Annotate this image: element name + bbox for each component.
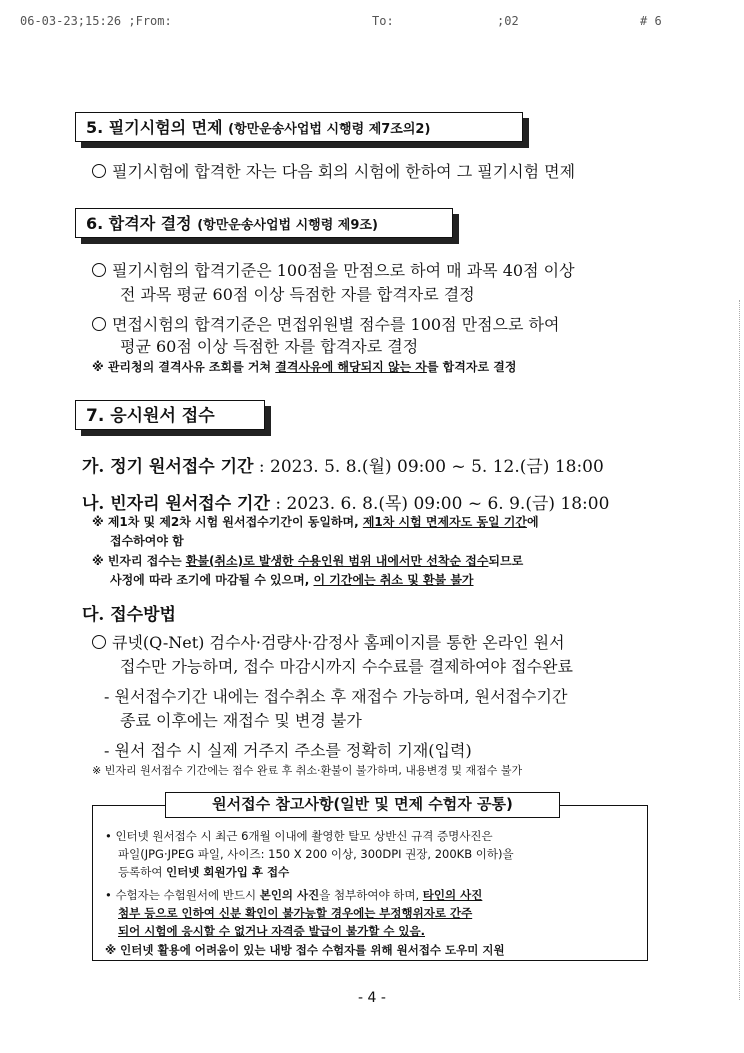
fax-page-code: ;02	[497, 14, 519, 28]
section7-note1-line2: 접수하여야 함	[110, 534, 184, 548]
vacancy-period-label: 나. 빈자리 원서접수 기간	[82, 494, 270, 514]
ref-bullet2-line2: 첨부 등으로 인하여 신분 확인이 불가능할 경우에는 부정행위자로 간주	[118, 906, 473, 920]
circle-bullet-icon	[92, 635, 106, 649]
section6-subtitle: (항만운송사업법 시행령 제9조)	[197, 218, 378, 233]
method-line1: 큐넷(Q-Net) 검수사·검량사·감정사 홈페이지를 통한 온라인 원서	[92, 630, 565, 653]
ref-bullet2-line3: 되어 시험에 응시할 수 없거나 자격증 발급이 불가할 수 있음.	[118, 924, 426, 938]
method-dash2: - 원서 접수 시 실제 거주지 주소를 정확히 기재(입력)	[104, 741, 472, 760]
section6-heading	[75, 208, 453, 238]
reference-box-title: 원서접수 참고사항(일반 및 면제 수험자 공통)	[165, 792, 560, 818]
fax-datetime: 06-03-23;15:26 ;From:	[20, 14, 172, 28]
regular-period-value: : 2023. 5. 8.(월) 09:00 ~ 5. 12.(금) 18:00	[258, 457, 604, 477]
regular-period	[82, 452, 604, 477]
section6-item1-line1: 필기시험의 합격기준은 100점을 만점으로 하여 매 과목 40점 이상	[92, 258, 575, 281]
method-dash1-line2: 종료 이후에는 재접수 및 변경 불가	[120, 711, 362, 730]
circle-bullet-icon	[92, 263, 106, 277]
section5-subtitle: (항만운송사업법 시행령 제7조의2)	[228, 122, 431, 137]
section6-item2-line1: 면접시험의 합격기준은 면접위원별 점수를 100점 만점으로 하여	[92, 312, 559, 335]
method-dash1-line1: - 원서접수기간 내에는 접수취소 후 재접수 가능하며, 원서접수기간	[104, 687, 568, 706]
circle-bullet-icon	[92, 317, 106, 331]
fax-to: To:	[372, 14, 394, 28]
section7-note2: ※ 빈자리 접수는 환불(취소)로 발생한 수용인원 범위 내에서만 선착순 접수되므로	[92, 554, 524, 568]
section7-note2-line2: 사정에 따라 조기에 마감될 수 있으며, 이 기간에는 취소 및 환불 불가	[110, 573, 474, 587]
section5-title: 5. 필기시험의 면제	[86, 118, 223, 137]
ref-bullet1-line1: • 인터넷 원서접수 시 최근 6개월 이내에 촬영한 탈모 상반신 규격 증명사진은	[105, 829, 493, 843]
method-label: 다. 접수방법	[82, 605, 176, 625]
page-number: - 4 -	[358, 990, 386, 1006]
ref-note: ※ 인터넷 활용에 어려움이 있는 내방 접수 수험자를 위해 원서접수 도우미 지원	[105, 943, 505, 957]
section7-note1: ※ 제1차 및 제2차 시험 원서접수기간이 동일하며, 제1차 시험 면제자도 동일 기간에	[92, 515, 539, 529]
scan-edge	[738, 300, 740, 1000]
ref-bullet2-line1: • 수험자는 수험원서에 반드시 본인의 사진을 첨부하여야 하며, 타인의 사진	[105, 888, 483, 902]
ref-bullet1-line3: 등록하여 인터넷 회원가입 후 접수	[118, 865, 290, 879]
fax-page-num: # 6	[640, 14, 662, 28]
method-line2: 접수만 가능하며, 접수 마감시까지 수수료를 결제하여야 접수완료	[120, 657, 573, 676]
regular-period-label: 가. 정기 원서접수 기간	[82, 457, 254, 477]
vacancy-period-value: : 2023. 6. 8.(목) 09:00 ~ 6. 9.(금) 18:00	[275, 494, 610, 514]
fax-header	[0, 14, 744, 34]
section6-item1-line2: 전 과목 평균 60점 이상 득점한 자를 합격자로 결정	[120, 285, 475, 304]
section6-note: ※ 관리청의 결격사유 조회를 거쳐 결격사유에 해당되지 않는 자를 합격자로 결정	[92, 360, 517, 374]
section5-heading	[75, 112, 523, 142]
section6-item2-line2: 평균 60점 이상 득점한 자를 합격자로 결정	[120, 337, 419, 356]
vacancy-period	[82, 489, 609, 514]
section6-title: 6. 합격자 결정	[86, 214, 192, 233]
circle-bullet-icon	[92, 164, 106, 178]
section7-heading: 7. 응시원서 접수	[75, 400, 265, 430]
section7-note3: ※ 빈자리 원서접수 기간에는 접수 완료 후 취소·환불이 불가하며, 내용변경 및 재접수 불가	[92, 764, 523, 777]
ref-bullet1-line2: 파일(JPG·JPEG 파일, 사이즈: 150 X 200 이상, 300DPI 권장, 200KB 이하)을	[118, 847, 514, 861]
section5-line1: 필기시험에 합격한 자는 다음 회의 시험에 한하여 그 필기시험 면제	[92, 159, 575, 182]
